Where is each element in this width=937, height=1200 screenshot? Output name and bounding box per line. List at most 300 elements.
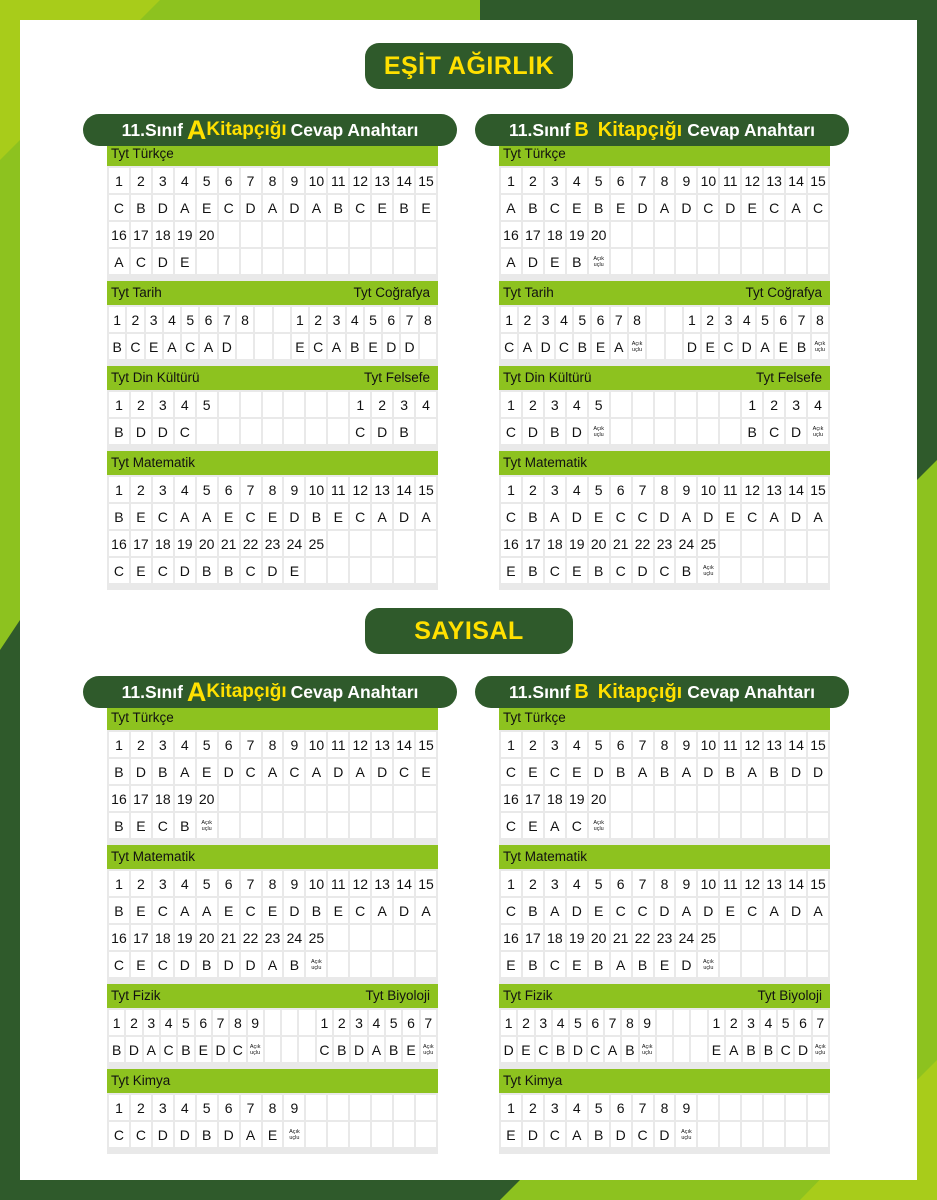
- subject-label: Tyt Matematik: [111, 455, 196, 470]
- question-number-cell: [786, 1095, 806, 1120]
- question-number-cell: 8: [655, 168, 675, 193]
- answer-cell: A: [197, 898, 217, 923]
- answer-cell: [720, 249, 740, 274]
- answer-cell: B: [567, 249, 587, 274]
- answer-cell: D: [284, 504, 304, 529]
- question-number-cell: 23: [263, 925, 283, 950]
- question-number-cell: 2: [523, 732, 543, 757]
- answer-cell: B: [589, 195, 609, 220]
- answer-cell: D: [633, 558, 653, 583]
- question-number-cell: [306, 222, 326, 247]
- answer-cell: Açık uçlu: [197, 813, 217, 838]
- answer-cell: [786, 249, 806, 274]
- answer-cell: [394, 952, 414, 977]
- question-number-cell: 4: [416, 392, 436, 417]
- answer-cell: D: [241, 952, 261, 977]
- question-number-cell: 2: [131, 871, 151, 896]
- answer-cell: [263, 813, 283, 838]
- question-number-cell: 13: [764, 732, 784, 757]
- question-number-cell: 5: [589, 477, 609, 502]
- answer-cell: D: [219, 334, 235, 359]
- answer-cell: B: [306, 898, 326, 923]
- question-number-cell: 5: [197, 871, 217, 896]
- question-number-cell: 5: [589, 1095, 609, 1120]
- question-number-cell: 7: [611, 307, 627, 332]
- answer-cell: C: [175, 419, 195, 444]
- answer-cell: C: [394, 759, 414, 784]
- answer-cell: [237, 334, 253, 359]
- answer-cell: A: [757, 334, 773, 359]
- answer-grid: [107, 1093, 438, 1149]
- subject-label: Tyt Matematik: [503, 455, 588, 470]
- answer-cell: D: [739, 334, 755, 359]
- question-number-cell: 17: [131, 222, 151, 247]
- question-number-cell: 4: [567, 871, 587, 896]
- answer-cell: D: [786, 759, 806, 784]
- answer-cell: [197, 249, 217, 274]
- question-number-cell: 19: [175, 531, 195, 556]
- question-number-cell: 20: [589, 531, 609, 556]
- question-number-cell: 10: [698, 732, 718, 757]
- answer-cell: E: [523, 813, 543, 838]
- question-number-cell: 6: [775, 307, 791, 332]
- answer-cell: D: [808, 759, 828, 784]
- answer-cell: D: [219, 759, 239, 784]
- question-number-cell: 1: [501, 392, 521, 417]
- answer-cell: C: [284, 759, 304, 784]
- question-number-cell: 9: [284, 168, 304, 193]
- question-number-cell: 8: [812, 307, 828, 332]
- answer-cell: Açık uçlu: [808, 419, 828, 444]
- question-number-cell: [786, 531, 806, 556]
- question-number-cell: 8: [263, 871, 283, 896]
- answer-cell: [416, 1122, 436, 1147]
- answer-cell: [742, 813, 762, 838]
- subject-header: [107, 366, 438, 390]
- answer-cell: A: [175, 504, 195, 529]
- section-title-esit-agirlik: EŞİT AĞIRLIK: [365, 43, 573, 89]
- answer-cell: E: [196, 1037, 211, 1062]
- answer-cell: B: [655, 759, 675, 784]
- answer-cell: C: [611, 898, 631, 923]
- question-number-cell: 14: [786, 871, 806, 896]
- question-number-cell: 11: [720, 168, 740, 193]
- answer-cell: [284, 249, 304, 274]
- answer-cell: C: [310, 334, 326, 359]
- question-number-cell: [255, 307, 271, 332]
- question-number-cell: 11: [328, 168, 348, 193]
- question-number-cell: 12: [742, 732, 762, 757]
- answer-grid: [499, 869, 830, 979]
- question-number-cell: 3: [545, 168, 565, 193]
- question-number-cell: 5: [589, 871, 609, 896]
- answer-cell: D: [676, 195, 696, 220]
- answer-cell: [328, 249, 348, 274]
- answer-cell: B: [178, 1037, 193, 1062]
- question-number-cell: 1: [109, 307, 125, 332]
- question-number-cell: [350, 1095, 370, 1120]
- subject-label: Tyt Türkçe: [111, 710, 174, 725]
- question-number-cell: 18: [153, 925, 173, 950]
- question-number-cell: 7: [633, 477, 653, 502]
- answer-cell: E: [175, 249, 195, 274]
- question-number-cell: 1: [501, 307, 517, 332]
- answer-cell: [197, 419, 217, 444]
- header-booklet-letter: A: [186, 676, 207, 707]
- answer-cell: [808, 952, 828, 977]
- question-number-cell: [633, 222, 653, 247]
- question-number-cell: 1: [109, 871, 129, 896]
- answer-cell: E: [567, 558, 587, 583]
- question-number-cell: [394, 1095, 414, 1120]
- answer-cell: C: [545, 1122, 565, 1147]
- subject-label: Tyt Matematik: [111, 849, 196, 864]
- answer-cell: C: [350, 504, 370, 529]
- question-number-cell: 16: [109, 925, 129, 950]
- question-number-cell: 4: [175, 1095, 195, 1120]
- answer-cell: Açık uçlu: [698, 558, 718, 583]
- question-number-cell: 9: [676, 871, 696, 896]
- answer-cell: A: [545, 504, 565, 529]
- answer-cell: D: [589, 759, 609, 784]
- answer-cell: [633, 419, 653, 444]
- subject-label: Tyt Fizik: [503, 988, 553, 1003]
- answer-cell: E: [709, 1037, 724, 1062]
- answer-cell: [698, 1122, 718, 1147]
- answer-cell: [372, 249, 392, 274]
- answer-cell: E: [219, 504, 239, 529]
- subject-label: Tyt Kimya: [111, 1073, 171, 1088]
- question-number-cell: 7: [633, 871, 653, 896]
- answer-cell: D: [698, 898, 718, 923]
- question-number-cell: 7: [793, 307, 809, 332]
- question-number-cell: 2: [310, 307, 326, 332]
- question-number-cell: 3: [153, 477, 173, 502]
- question-number-cell: 9: [284, 732, 304, 757]
- header-booklet-letter: B: [574, 680, 589, 703]
- question-number-cell: [394, 222, 414, 247]
- question-number-cell: 9: [640, 1010, 655, 1035]
- question-number-cell: 3: [545, 392, 565, 417]
- question-number-cell: [720, 925, 740, 950]
- answer-cell: [372, 813, 392, 838]
- question-number-cell: 7: [219, 307, 235, 332]
- question-number-cell: 18: [545, 531, 565, 556]
- header-answer-key-label: Cevap Anahtarı: [687, 119, 815, 140]
- answer-cell: E: [567, 759, 587, 784]
- answer-cell: [306, 813, 326, 838]
- question-number-cell: [698, 786, 718, 811]
- answer-cell: C: [611, 558, 631, 583]
- answer-column-ea-b: [499, 142, 830, 590]
- question-number-cell: 3: [153, 392, 173, 417]
- answer-cell: [698, 419, 718, 444]
- question-number-cell: [394, 925, 414, 950]
- answer-cell: E: [197, 759, 217, 784]
- answer-cell: E: [518, 1037, 533, 1062]
- answer-cell: [328, 419, 348, 444]
- answer-cell: C: [655, 558, 675, 583]
- answer-cell: D: [655, 504, 675, 529]
- answer-cell: B: [742, 419, 762, 444]
- question-number-cell: [263, 392, 283, 417]
- answer-cell: D: [567, 898, 587, 923]
- question-number-cell: 2: [523, 392, 543, 417]
- answer-cell: C: [153, 558, 173, 583]
- question-number-cell: 1: [292, 307, 308, 332]
- answer-cell: [372, 952, 392, 977]
- question-number-cell: [299, 1010, 314, 1035]
- question-number-cell: 16: [109, 222, 129, 247]
- question-number-cell: 17: [523, 786, 543, 811]
- question-number-cell: 2: [131, 168, 151, 193]
- question-number-cell: 1: [317, 1010, 332, 1035]
- answer-cell: D: [394, 504, 414, 529]
- question-number-cell: 15: [416, 168, 436, 193]
- answer-cell: C: [545, 195, 565, 220]
- answer-cell: C: [219, 195, 239, 220]
- answer-cell: B: [523, 558, 543, 583]
- question-number-cell: 1: [501, 168, 521, 193]
- answer-cell: [306, 1122, 326, 1147]
- question-number-cell: [394, 786, 414, 811]
- answer-cell: E: [742, 195, 762, 220]
- subject-header: [499, 845, 830, 869]
- answer-cell: E: [403, 1037, 418, 1062]
- answer-cell: [720, 813, 740, 838]
- subject-header: [499, 451, 830, 475]
- question-number-cell: 8: [629, 307, 645, 332]
- question-number-cell: [720, 222, 740, 247]
- question-number-cell: 8: [655, 732, 675, 757]
- question-number-cell: [655, 786, 675, 811]
- question-number-cell: 16: [109, 531, 129, 556]
- answer-grid: [107, 730, 438, 840]
- answer-cell: D: [501, 1037, 516, 1062]
- answer-cell: [306, 249, 326, 274]
- answer-cell: E: [131, 504, 151, 529]
- question-number-cell: 13: [372, 477, 392, 502]
- answer-cell: [416, 419, 436, 444]
- answer-cell: B: [589, 558, 609, 583]
- question-number-cell: 12: [350, 732, 370, 757]
- question-number-cell: 9: [248, 1010, 263, 1035]
- answer-cell: C: [567, 813, 587, 838]
- question-number-cell: 11: [720, 477, 740, 502]
- answer-cell: D: [284, 195, 304, 220]
- question-number-cell: [328, 1095, 348, 1120]
- question-number-cell: [647, 307, 663, 332]
- answer-cell: [655, 249, 675, 274]
- answer-cell: C: [633, 898, 653, 923]
- question-number-cell: 8: [655, 871, 675, 896]
- answer-cell: D: [153, 1122, 173, 1147]
- subject-label: Tyt Türkçe: [111, 146, 174, 161]
- question-number-cell: 12: [742, 168, 762, 193]
- question-number-cell: [742, 222, 762, 247]
- question-number-cell: 14: [394, 871, 414, 896]
- question-number-cell: 8: [420, 307, 436, 332]
- subject-label-right: Tyt Felsefe: [755, 370, 822, 385]
- answer-cell: C: [127, 334, 143, 359]
- question-number-cell: [306, 392, 326, 417]
- answer-cell: [284, 419, 304, 444]
- answer-cell: A: [372, 898, 392, 923]
- question-number-cell: [219, 222, 239, 247]
- question-number-cell: 4: [161, 1010, 176, 1035]
- question-number-cell: 21: [219, 925, 239, 950]
- question-number-cell: 3: [153, 871, 173, 896]
- answer-cell: C: [764, 419, 784, 444]
- question-number-cell: 2: [131, 1095, 151, 1120]
- question-number-cell: 6: [219, 871, 239, 896]
- answer-cell: B: [109, 419, 129, 444]
- answer-cell: Açık uçlu: [589, 813, 609, 838]
- answer-cell: B: [109, 813, 129, 838]
- subject-label: Tyt Din Kültürü: [503, 370, 592, 385]
- answer-cell: C: [501, 419, 521, 444]
- answer-cell: C: [350, 419, 370, 444]
- answer-cell: B: [793, 334, 809, 359]
- question-number-cell: 16: [501, 786, 521, 811]
- answer-cell: [786, 952, 806, 977]
- answer-grid: [499, 390, 830, 446]
- question-number-cell: [676, 392, 696, 417]
- answer-grid: [107, 390, 438, 446]
- answer-grid: [499, 730, 830, 840]
- question-number-cell: 7: [241, 477, 261, 502]
- subject-label-right: Tyt Felsefe: [363, 370, 430, 385]
- question-number-cell: 2: [131, 392, 151, 417]
- question-number-cell: 2: [518, 1010, 533, 1035]
- question-number-cell: 16: [501, 222, 521, 247]
- answer-cell: E: [328, 898, 348, 923]
- booklet-header-ea-b: [475, 114, 849, 146]
- answer-cell: [676, 249, 696, 274]
- answer-cell: C: [545, 558, 565, 583]
- answer-cell: B: [633, 952, 653, 977]
- answer-cell: D: [126, 1037, 141, 1062]
- question-number-cell: 14: [786, 732, 806, 757]
- question-number-cell: 4: [369, 1010, 384, 1035]
- answer-grid: [499, 1008, 830, 1064]
- answer-cell: [263, 419, 283, 444]
- answer-cell: C: [161, 1037, 176, 1062]
- question-number-cell: 11: [328, 871, 348, 896]
- answer-cell: [611, 419, 631, 444]
- question-number-cell: 6: [219, 477, 239, 502]
- answer-cell: E: [263, 504, 283, 529]
- answer-cell: B: [622, 1037, 637, 1062]
- question-number-cell: 18: [545, 925, 565, 950]
- header-class-label: 11.Sınıf: [121, 119, 183, 140]
- question-number-cell: [372, 925, 392, 950]
- question-number-cell: 7: [421, 1010, 436, 1035]
- answer-cell: [350, 558, 370, 583]
- answer-cell: B: [676, 558, 696, 583]
- answer-cell: [416, 558, 436, 583]
- answer-cell: A: [164, 334, 180, 359]
- question-number-cell: [611, 222, 631, 247]
- answer-cell: A: [263, 952, 283, 977]
- question-number-cell: 24: [284, 531, 304, 556]
- question-number-cell: [416, 1095, 436, 1120]
- answer-cell: D: [213, 1037, 228, 1062]
- answer-cell: A: [808, 898, 828, 923]
- answer-cell: [720, 952, 740, 977]
- question-number-cell: [372, 1095, 392, 1120]
- question-number-cell: [282, 1010, 297, 1035]
- answer-cell: E: [567, 952, 587, 977]
- answer-cell: A: [175, 898, 195, 923]
- answer-cell: [416, 813, 436, 838]
- answer-cell: B: [347, 334, 363, 359]
- answer-cell: B: [153, 759, 173, 784]
- answer-cell: A: [175, 195, 195, 220]
- question-number-cell: [720, 1095, 740, 1120]
- answer-cell: C: [778, 1037, 793, 1062]
- answer-cell: A: [605, 1037, 620, 1062]
- answer-column-ea-a: [107, 142, 438, 590]
- answer-cell: B: [175, 813, 195, 838]
- question-number-cell: 9: [284, 1095, 304, 1120]
- answer-cell: D: [786, 898, 806, 923]
- answer-cell: B: [306, 504, 326, 529]
- answer-cell: C: [109, 558, 129, 583]
- subject-header: [107, 706, 438, 730]
- question-number-cell: [720, 392, 740, 417]
- answer-cell: Açık uçlu: [284, 1122, 304, 1147]
- answer-cell: A: [611, 952, 631, 977]
- question-number-cell: 25: [306, 531, 326, 556]
- answer-cell: [764, 249, 784, 274]
- question-number-cell: [808, 531, 828, 556]
- answer-cell: B: [334, 1037, 349, 1062]
- answer-cell: D: [570, 1037, 585, 1062]
- question-number-cell: 19: [175, 925, 195, 950]
- answer-cell: C: [230, 1037, 245, 1062]
- answer-cell: [372, 558, 392, 583]
- answer-cell: C: [241, 504, 261, 529]
- question-number-cell: [611, 786, 631, 811]
- header-booklet-letter: B: [574, 118, 589, 141]
- answer-cell: C: [545, 759, 565, 784]
- answer-cell: Açık uçlu: [813, 1037, 828, 1062]
- question-number-cell: 8: [263, 477, 283, 502]
- answer-cell: D: [328, 759, 348, 784]
- subject-header: [499, 706, 830, 730]
- question-number-cell: 6: [592, 307, 608, 332]
- question-number-cell: 1: [501, 477, 521, 502]
- question-number-cell: 7: [633, 1095, 653, 1120]
- answer-cell: D: [523, 249, 543, 274]
- subject-header: [107, 845, 438, 869]
- answer-cell: A: [655, 195, 675, 220]
- answer-grid: [107, 166, 438, 276]
- answer-cell: E: [219, 898, 239, 923]
- question-number-cell: 3: [786, 392, 806, 417]
- question-number-cell: 18: [545, 786, 565, 811]
- question-number-cell: 7: [605, 1010, 620, 1035]
- header-answer-key-label: Cevap Anahtarı: [290, 119, 419, 140]
- question-number-cell: 4: [567, 477, 587, 502]
- answer-cell: [299, 1037, 314, 1062]
- question-number-cell: 19: [567, 531, 587, 556]
- answer-cell: E: [416, 195, 436, 220]
- question-number-cell: 4: [556, 307, 572, 332]
- answer-cell: C: [742, 898, 762, 923]
- question-number-cell: 6: [200, 307, 216, 332]
